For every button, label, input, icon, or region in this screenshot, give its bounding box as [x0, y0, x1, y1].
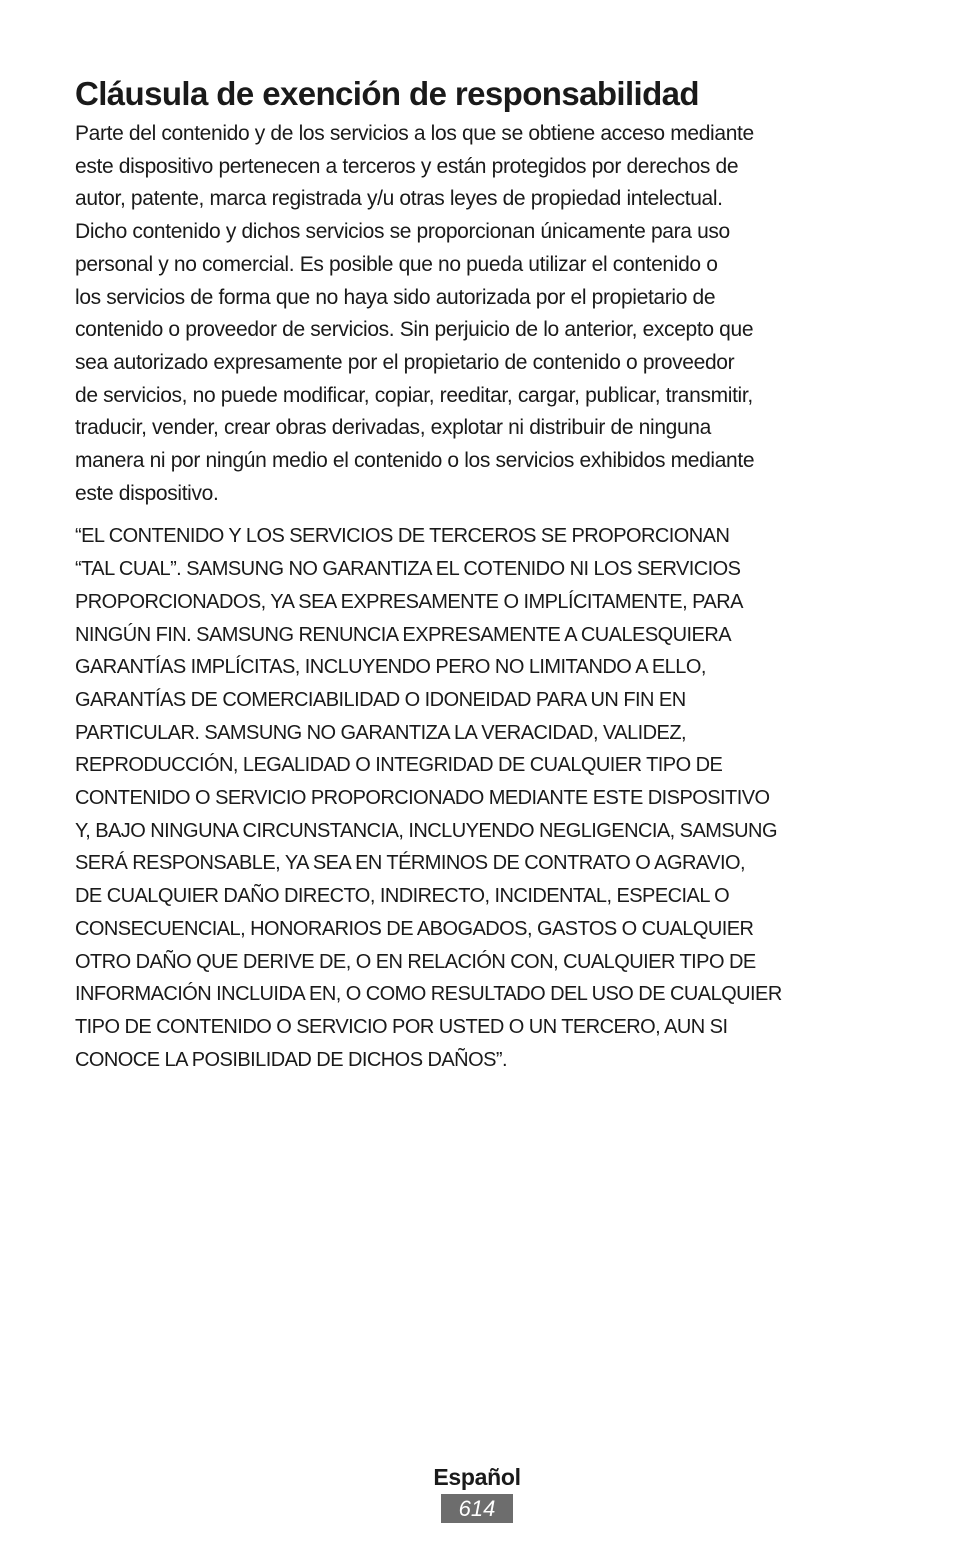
text-line: TIPO DE CONTENIDO O SERVICIO POR USTED O UN TERCERO, AUN SI — [75, 1015, 728, 1038]
text-line: REPRODUCCIÓN, LEGALIDAD O INTEGRIDAD DE CUALQUIER TIPO DE — [75, 754, 723, 777]
text-line: INFORMACIÓN INCLUIDA EN, O COMO RESULTADO DEL USO DE CUALQUIER — [75, 983, 782, 1006]
page-footer — [0, 1462, 954, 1523]
page-content — [75, 72, 875, 1076]
text-line: CONOCE LA POSIBILIDAD DE DICHOS DAÑOS”. — [75, 1048, 507, 1071]
footer-language: Español — [433, 1464, 521, 1490]
paragraph-disclaimer-caps — [75, 520, 875, 1076]
text-line: DE CUALQUIER DAÑO DIRECTO, INDIRECTO, INCIDENTAL, ESPECIAL O — [75, 885, 730, 908]
text-line: Y, BAJO NINGUNA CIRCUNSTANCIA, INCLUYENDO NEGLIGENCIA, SAMSUNG — [75, 819, 777, 842]
text-line: PROPORCIONADOS, YA SEA EXPRESAMENTE O IMPLÍCITAMENTE, PARA — [75, 590, 743, 613]
text-line: Dicho contenido y dichos servicios se proporcionan únicamente para uso — [75, 220, 730, 244]
text-line: los servicios de forma que no haya sido autorizada por el propietario de — [75, 285, 716, 309]
text-line: contenido o proveedor de servicios. Sin perjuicio de lo anterior, excepto que — [75, 318, 754, 342]
text-line: CONSECUENCIAL, HONORARIOS DE ABOGADOS, GASTOS O CUALQUIER — [75, 917, 754, 940]
text-line: traducir, vender, crear obras derivadas, explotar ni distribuir de ninguna — [75, 416, 711, 440]
text-line: “TAL CUAL”. SAMSUNG NO GARANTIZA EL COTENIDO NI LOS SERVICIOS — [75, 558, 741, 581]
text-line: CONTENIDO O SERVICIO PROPORCIONADO MEDIANTE ESTE DISPOSITIVO — [75, 787, 770, 810]
text-line: OTRO DAÑO QUE DERIVE DE, O EN RELACIÓN CON, CUALQUIER TIPO DE — [75, 950, 756, 973]
text-line: NINGÚN FIN. SAMSUNG RENUNCIA EXPRESAMENTE A CUALESQUIERA — [75, 623, 731, 646]
text-line: “EL CONTENIDO Y LOS SERVICIOS DE TERCEROS SE PROPORCIONAN — [75, 525, 730, 548]
text-line: este dispositivo pertenecen a terceros y están protegidos por derechos de — [75, 154, 739, 178]
page-title: Cláusula de exención de responsabilidad — [75, 75, 699, 112]
page-number-badge: 614 — [441, 1494, 513, 1523]
text-line: este dispositivo. — [75, 481, 219, 505]
text-line: de servicios, no puede modificar, copiar, reeditar, cargar, publicar, transmitir, — [75, 383, 753, 407]
text-line: sea autorizado expresamente por el propietario de contenido o proveedor — [75, 350, 735, 374]
text-line: Parte del contenido y de los servicios a los que se obtiene acceso mediante — [75, 122, 754, 145]
paragraph-intro — [75, 118, 875, 510]
text-line: GARANTÍAS IMPLÍCITAS, INCLUYENDO PERO NO LIMITANDO A ELLO, — [75, 656, 706, 679]
text-line: personal y no comercial. Es posible que no pueda utilizar el contenido o — [75, 252, 718, 276]
text-line: manera ni por ningún medio el contenido o los servicios exhibidos mediante — [75, 449, 755, 473]
text-line: GARANTÍAS DE COMERCIABILIDAD O IDONEIDAD PARA UN FIN EN — [75, 688, 686, 711]
text-line: PARTICULAR. SAMSUNG NO GARANTIZA LA VERACIDAD, VALIDEZ, — [75, 721, 687, 744]
text-line: SERÁ RESPONSABLE, YA SEA EN TÉRMINOS DE CONTRATO O AGRAVIO, — [75, 852, 745, 875]
text-line: autor, patente, marca registrada y/u otras leyes de propiedad intelectual. — [75, 187, 723, 211]
